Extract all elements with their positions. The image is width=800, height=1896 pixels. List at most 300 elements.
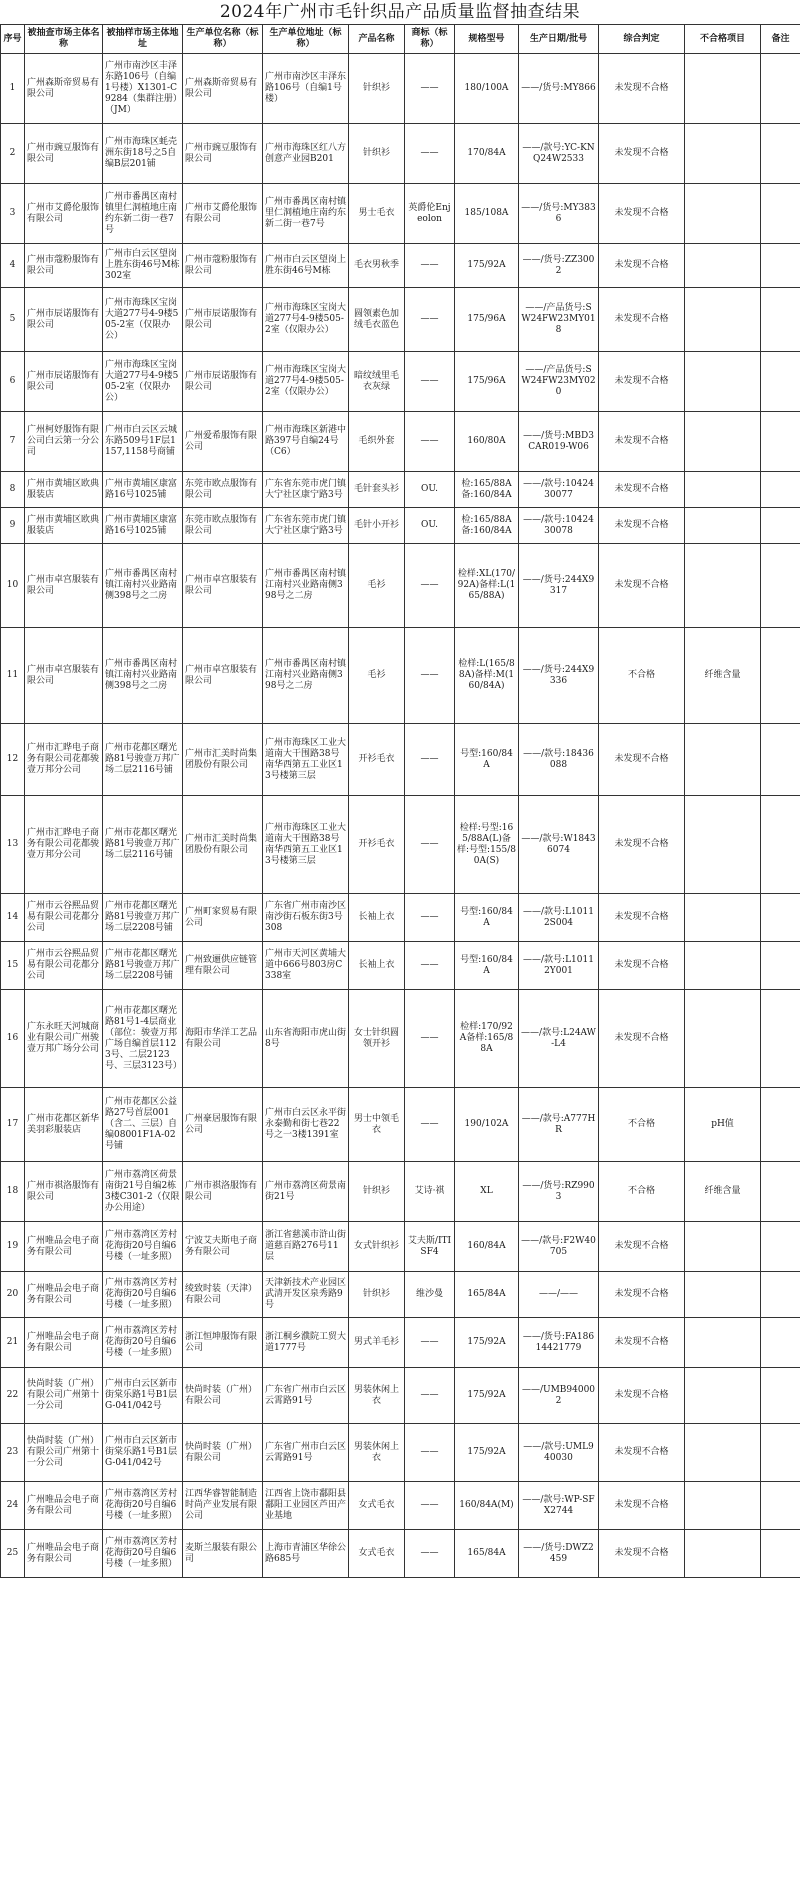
- sampled-address-cell: 广州市海珠区宝岗大道277号4-9楼505-2室（仅限办公）: [103, 288, 183, 352]
- manufacturer-name-cell: 广州市辰诺服饰有限公司: [183, 288, 263, 352]
- sampled-address-cell: 广州市黄埔区康富路16号1025铺: [103, 508, 183, 544]
- sampled-address-cell: 广州市白云区新市街棠乐路1号B1层G-041/042号: [103, 1368, 183, 1424]
- manufacturer-address-cell: 广东省广州市白云区云霄路91号: [263, 1424, 349, 1482]
- production-date-batch-cell: ——/款号:W18436074: [519, 796, 599, 894]
- production-date-batch-cell: ——/货号:MY3836: [519, 184, 599, 244]
- spec-model-cell: 号型:160/84A: [455, 894, 519, 942]
- sampled-address-cell: 广州市荔湾区芳村花海街20号自编6号楼（一址多照）: [103, 1318, 183, 1368]
- unqualified-items-cell: [685, 1368, 761, 1424]
- spec-model-cell: XL: [455, 1162, 519, 1222]
- trademark-cell: ——: [405, 1368, 455, 1424]
- column-header: 商标（标称）: [405, 25, 455, 54]
- row-number-cell: 2: [1, 124, 25, 184]
- sampled-address-cell: 广州市番禺区南村镇里仁洞植地庄南约东新二街一巷7号: [103, 184, 183, 244]
- market-subject-name-cell: 广州柯妤服饰有限公司白云第一分公司: [25, 412, 103, 472]
- spec-model-cell: 175/92A: [455, 1368, 519, 1424]
- product-name-cell: 男式羊毛衫: [349, 1318, 405, 1368]
- unqualified-items-cell: [685, 508, 761, 544]
- overall-judgment-cell: 未发现不合格: [599, 894, 685, 942]
- row-number-cell: 6: [1, 352, 25, 412]
- remarks-cell: [761, 508, 800, 544]
- manufacturer-address-cell: 广州市番禺区南村镇里仁洞植地庄南约东新二街一巷7号: [263, 184, 349, 244]
- unqualified-items-cell: [685, 54, 761, 124]
- trademark-cell: ——: [405, 628, 455, 724]
- column-header: 生产日期/批号: [519, 25, 599, 54]
- trademark-cell: ——: [405, 796, 455, 894]
- unqualified-items-cell: [685, 184, 761, 244]
- spec-model-cell: 检:165/88A备:160/84A: [455, 508, 519, 544]
- trademark-cell: ——: [405, 1318, 455, 1368]
- manufacturer-name-cell: 快尚时装（广州）有限公司: [183, 1368, 263, 1424]
- market-subject-name-cell: 广州市云谷熙品贸易有限公司花都分公司: [25, 894, 103, 942]
- table-row: [1, 1272, 800, 1318]
- unqualified-items-cell: [685, 1482, 761, 1530]
- market-subject-name-cell: 广州市黄埔区欧典服装店: [25, 508, 103, 544]
- table-row: [1, 1088, 800, 1162]
- remarks-cell: [761, 1272, 800, 1318]
- unqualified-items-cell: [685, 1222, 761, 1272]
- unqualified-items-cell: [685, 472, 761, 508]
- trademark-cell: ——: [405, 54, 455, 124]
- spec-model-cell: 180/100A: [455, 54, 519, 124]
- spec-model-cell: 175/92A: [455, 1424, 519, 1482]
- overall-judgment-cell: 未发现不合格: [599, 244, 685, 288]
- market-subject-name-cell: 广州市蔻粉服饰有限公司: [25, 244, 103, 288]
- manufacturer-name-cell: 东莞市欧点服饰有限公司: [183, 508, 263, 544]
- table-row: [1, 508, 800, 544]
- table-row: [1, 124, 800, 184]
- manufacturer-address-cell: 广州市南沙区丰泽东路106号（自编1号楼）: [263, 54, 349, 124]
- unqualified-items-cell: [685, 244, 761, 288]
- unqualified-items-cell: [685, 796, 761, 894]
- sampled-address-cell: 广州市南沙区丰泽东路106号（自编1号楼）X1301-C9284（集群注册）（JM）: [103, 54, 183, 124]
- production-date-batch-cell: ——/UMB940002: [519, 1368, 599, 1424]
- row-number-cell: 10: [1, 544, 25, 628]
- row-number-cell: 21: [1, 1318, 25, 1368]
- trademark-cell: ——: [405, 724, 455, 796]
- remarks-cell: [761, 894, 800, 942]
- trademark-cell: ——: [405, 1530, 455, 1578]
- product-name-cell: 男士毛衣: [349, 184, 405, 244]
- manufacturer-address-cell: 山东省海阳市虎山街8号: [263, 990, 349, 1088]
- table-row: [1, 724, 800, 796]
- remarks-cell: [761, 1088, 800, 1162]
- market-subject-name-cell: 广州唯品会电子商务有限公司: [25, 1222, 103, 1272]
- product-name-cell: 圆领素色加绒毛衣蓝色: [349, 288, 405, 352]
- row-number-cell: 22: [1, 1368, 25, 1424]
- table-row: [1, 942, 800, 990]
- production-date-batch-cell: ——/货号:244X9336: [519, 628, 599, 724]
- unqualified-items-cell: [685, 1318, 761, 1368]
- remarks-cell: [761, 1530, 800, 1578]
- product-name-cell: 女式毛衣: [349, 1482, 405, 1530]
- table-row: [1, 1162, 800, 1222]
- remarks-cell: [761, 1318, 800, 1368]
- row-number-cell: 23: [1, 1424, 25, 1482]
- manufacturer-address-cell: 广州市海珠区红八方创意产业园B201: [263, 124, 349, 184]
- overall-judgment-cell: 不合格: [599, 1162, 685, 1222]
- table-row: [1, 894, 800, 942]
- overall-judgment-cell: 不合格: [599, 1088, 685, 1162]
- product-name-cell: 男装休闲上衣: [349, 1368, 405, 1424]
- manufacturer-name-cell: 广州市汇美时尚集团股份有限公司: [183, 724, 263, 796]
- overall-judgment-cell: 未发现不合格: [599, 288, 685, 352]
- row-number-cell: 9: [1, 508, 25, 544]
- manufacturer-name-cell: 广州森斯帝贸易有限公司: [183, 54, 263, 124]
- spec-model-cell: 175/96A: [455, 352, 519, 412]
- unqualified-items-cell: pH值: [685, 1088, 761, 1162]
- row-number-cell: 15: [1, 942, 25, 990]
- market-subject-name-cell: 广州市祺洛服饰有限公司: [25, 1162, 103, 1222]
- manufacturer-name-cell: 广州市祺洛服饰有限公司: [183, 1162, 263, 1222]
- market-subject-name-cell: 广州市豌豆服饰有限公司: [25, 124, 103, 184]
- table-row: [1, 1318, 800, 1368]
- spec-model-cell: 165/84A: [455, 1530, 519, 1578]
- table-row: [1, 1530, 800, 1578]
- manufacturer-name-cell: 浙江恒坤服饰有限公司: [183, 1318, 263, 1368]
- product-name-cell: 长袖上衣: [349, 894, 405, 942]
- manufacturer-name-cell: 海阳市华洋工艺品有限公司: [183, 990, 263, 1088]
- row-number-cell: 12: [1, 724, 25, 796]
- remarks-cell: [761, 352, 800, 412]
- sampled-address-cell: 广州市荔湾区芳村花海街20号自编6号楼（一址多照）: [103, 1482, 183, 1530]
- product-name-cell: 毛衫: [349, 544, 405, 628]
- table-row: [1, 1222, 800, 1272]
- unqualified-items-cell: [685, 894, 761, 942]
- manufacturer-name-cell: 快尚时装（广州）有限公司: [183, 1424, 263, 1482]
- spec-model-cell: 175/92A: [455, 1318, 519, 1368]
- market-subject-name-cell: 快尚时装（广州）有限公司广州第十一分公司: [25, 1368, 103, 1424]
- manufacturer-address-cell: 上海市青浦区华徐公路685号: [263, 1530, 349, 1578]
- row-number-cell: 4: [1, 244, 25, 288]
- row-number-cell: 20: [1, 1272, 25, 1318]
- column-header: 生产单位名称（标称）: [183, 25, 263, 54]
- column-header: 综合判定: [599, 25, 685, 54]
- manufacturer-address-cell: 广州市天河区黄埔大道中666号803房C338室: [263, 942, 349, 990]
- product-name-cell: 毛衫: [349, 628, 405, 724]
- product-name-cell: 男装休闲上衣: [349, 1424, 405, 1482]
- spec-model-cell: 165/84A: [455, 1272, 519, 1318]
- sampled-address-cell: 广州市荔湾区芳村花海街20号自编6号楼（一址多照）: [103, 1272, 183, 1318]
- product-name-cell: 针织衫: [349, 54, 405, 124]
- sampled-address-cell: 广州市花都区公益路27号首层001（含二、三层）自编08001F1A-02号铺: [103, 1088, 183, 1162]
- overall-judgment-cell: 未发现不合格: [599, 1530, 685, 1578]
- remarks-cell: [761, 796, 800, 894]
- table-row: [1, 990, 800, 1088]
- product-name-cell: 开衫毛衣: [349, 796, 405, 894]
- manufacturer-name-cell: 广州致逦供应链管理有限公司: [183, 942, 263, 990]
- overall-judgment-cell: 未发现不合格: [599, 412, 685, 472]
- manufacturer-name-cell: 广州豪居服饰有限公司: [183, 1088, 263, 1162]
- trademark-cell: ——: [405, 244, 455, 288]
- product-name-cell: 长袖上衣: [349, 942, 405, 990]
- column-header: 规格型号: [455, 25, 519, 54]
- production-date-batch-cell: ——/货号:ZZ3002: [519, 244, 599, 288]
- production-date-batch-cell: ——/款号:F2W40705: [519, 1222, 599, 1272]
- production-date-batch-cell: ——/款号:YC-KNQ24W2533: [519, 124, 599, 184]
- sampled-address-cell: 广州市白云区望岗上胜东街46号M栋302室: [103, 244, 183, 288]
- manufacturer-address-cell: 广东省东莞市虎门镇大宁社区康宁路3号: [263, 472, 349, 508]
- market-subject-name-cell: 广州市艾爵伦服饰有限公司: [25, 184, 103, 244]
- spec-model-cell: 160/84A: [455, 1222, 519, 1272]
- remarks-cell: [761, 1424, 800, 1482]
- production-date-batch-cell: ——/货号:DWZ2459: [519, 1530, 599, 1578]
- remarks-cell: [761, 1368, 800, 1424]
- results-table: [0, 24, 800, 1578]
- trademark-cell: OU.: [405, 472, 455, 508]
- overall-judgment-cell: 未发现不合格: [599, 1424, 685, 1482]
- manufacturer-name-cell: 广州市汇美时尚集团股份有限公司: [183, 796, 263, 894]
- table-body: [1, 54, 800, 1578]
- trademark-cell: ——: [405, 990, 455, 1088]
- manufacturer-address-cell: 广州市白云区望岗上胜东街46号M栋: [263, 244, 349, 288]
- manufacturer-address-cell: 广州市番禺区南村镇江南村兴业路南侧398号之二房: [263, 628, 349, 724]
- trademark-cell: ——: [405, 124, 455, 184]
- product-name-cell: 毛针套头衫: [349, 472, 405, 508]
- sampled-address-cell: 广州市花都区曙光路81号骏壹万邦广场二层2208号铺: [103, 942, 183, 990]
- row-number-cell: 14: [1, 894, 25, 942]
- trademark-cell: 维沙曼: [405, 1272, 455, 1318]
- unqualified-items-cell: [685, 942, 761, 990]
- spec-model-cell: 160/84A(M): [455, 1482, 519, 1530]
- row-number-cell: 16: [1, 990, 25, 1088]
- spec-model-cell: 检样:170/92A备样:165/88A: [455, 990, 519, 1088]
- manufacturer-address-cell: 广州市番禺区南村镇江南村兴业路南侧398号之二房: [263, 544, 349, 628]
- sampled-address-cell: 广州市花都区曙光路81号1-4层商业（部位：骏壹万邦广场自编首层1123号、二层2123号、三层3123号）: [103, 990, 183, 1088]
- trademark-cell: ——: [405, 942, 455, 990]
- sampled-address-cell: 广州市花都区曙光路81号骏壹万邦广场二层2116号铺: [103, 724, 183, 796]
- production-date-batch-cell: ——/款号:L10112S004: [519, 894, 599, 942]
- market-subject-name-cell: 广州唯品会电子商务有限公司: [25, 1482, 103, 1530]
- table-row: [1, 244, 800, 288]
- manufacturer-name-cell: 广州市豌豆服饰有限公司: [183, 124, 263, 184]
- market-subject-name-cell: 广州唯品会电子商务有限公司: [25, 1318, 103, 1368]
- overall-judgment-cell: 不合格: [599, 628, 685, 724]
- product-name-cell: 女士针织圆领开衫: [349, 990, 405, 1088]
- manufacturer-name-cell: 广州爱希服饰有限公司: [183, 412, 263, 472]
- market-subject-name-cell: 广州市辰诺服饰有限公司: [25, 352, 103, 412]
- product-name-cell: 针织衫: [349, 1272, 405, 1318]
- remarks-cell: [761, 124, 800, 184]
- production-date-batch-cell: ——/货号:RZ9903: [519, 1162, 599, 1222]
- trademark-cell: ——: [405, 1482, 455, 1530]
- market-subject-name-cell: 广州唯品会电子商务有限公司: [25, 1272, 103, 1318]
- unqualified-items-cell: [685, 412, 761, 472]
- trademark-cell: 艾诗·祺: [405, 1162, 455, 1222]
- overall-judgment-cell: 未发现不合格: [599, 942, 685, 990]
- trademark-cell: ——: [405, 544, 455, 628]
- spec-model-cell: 185/108A: [455, 184, 519, 244]
- column-header: 不合格项目: [685, 25, 761, 54]
- sampled-address-cell: 广州市花都区曙光路81号骏壹万邦广场二层2208号铺: [103, 894, 183, 942]
- spec-model-cell: 号型:160/84A: [455, 724, 519, 796]
- column-header: 产品名称: [349, 25, 405, 54]
- overall-judgment-cell: 未发现不合格: [599, 724, 685, 796]
- product-name-cell: 女式毛衣: [349, 1530, 405, 1578]
- row-number-cell: 18: [1, 1162, 25, 1222]
- market-subject-name-cell: 广州森斯帝贸易有限公司: [25, 54, 103, 124]
- row-number-cell: 19: [1, 1222, 25, 1272]
- manufacturer-address-cell: 广州市海珠区工业大道南大干围路38号南华西第五工业区13号楼第三层: [263, 724, 349, 796]
- product-name-cell: 男士中领毛衣: [349, 1088, 405, 1162]
- row-number-cell: 13: [1, 796, 25, 894]
- remarks-cell: [761, 54, 800, 124]
- manufacturer-address-cell: 天津新技术产业园区武清开发区泉秀路9号: [263, 1272, 349, 1318]
- market-subject-name-cell: 广州市卓宫服装有限公司: [25, 544, 103, 628]
- production-date-batch-cell: ——/款号:1042430078: [519, 508, 599, 544]
- sampled-address-cell: 广州市黄埔区康富路16号1025铺: [103, 472, 183, 508]
- production-date-batch-cell: ——/款号:18436088: [519, 724, 599, 796]
- trademark-cell: ——: [405, 352, 455, 412]
- unqualified-items-cell: [685, 724, 761, 796]
- remarks-cell: [761, 544, 800, 628]
- production-date-batch-cell: ——/货号:MY866: [519, 54, 599, 124]
- market-subject-name-cell: 广州市云谷熙品贸易有限公司花都分公司: [25, 942, 103, 990]
- market-subject-name-cell: 广东永旺天河城商业有限公司广州骏壹万邦广场分公司: [25, 990, 103, 1088]
- manufacturer-address-cell: 广东省广州市南沙区南沙街石板东街3号308: [263, 894, 349, 942]
- sampled-address-cell: 广州市海珠区蚝壳洲东街18号之5自编B层201铺: [103, 124, 183, 184]
- overall-judgment-cell: 未发现不合格: [599, 124, 685, 184]
- production-date-batch-cell: ——/款号:L10112Y001: [519, 942, 599, 990]
- table-row: [1, 628, 800, 724]
- remarks-cell: [761, 288, 800, 352]
- sampled-address-cell: 广州市海珠区宝岗大道277号4-9楼505-2室（仅限办公）: [103, 352, 183, 412]
- row-number-cell: 3: [1, 184, 25, 244]
- manufacturer-address-cell: 广州市海珠区宝岗大道277号4-9楼505-2室（仅限办公）: [263, 288, 349, 352]
- overall-judgment-cell: 未发现不合格: [599, 472, 685, 508]
- product-name-cell: 女式针织衫: [349, 1222, 405, 1272]
- overall-judgment-cell: 未发现不合格: [599, 1368, 685, 1424]
- spec-model-cell: 170/84A: [455, 124, 519, 184]
- production-date-batch-cell: ——/货号:244X9317: [519, 544, 599, 628]
- sampled-address-cell: 广州市荔湾区荷景南街21号自编2栋3楼C301-2（仅限办公用途）: [103, 1162, 183, 1222]
- overall-judgment-cell: 未发现不合格: [599, 990, 685, 1088]
- manufacturer-name-cell: 广州町家贸易有限公司: [183, 894, 263, 942]
- manufacturer-address-cell: 浙江桐乡濮院工贸大道1777号: [263, 1318, 349, 1368]
- trademark-cell: ——: [405, 1088, 455, 1162]
- unqualified-items-cell: [685, 544, 761, 628]
- row-number-cell: 8: [1, 472, 25, 508]
- manufacturer-address-cell: 广州市荔湾区荷景南街21号: [263, 1162, 349, 1222]
- manufacturer-name-cell: 广州市蔻粉服饰有限公司: [183, 244, 263, 288]
- market-subject-name-cell: 广州市黄埔区欧典服装店: [25, 472, 103, 508]
- spec-model-cell: 号型:160/84A: [455, 942, 519, 990]
- product-name-cell: 毛针小开衫: [349, 508, 405, 544]
- remarks-cell: [761, 472, 800, 508]
- overall-judgment-cell: 未发现不合格: [599, 796, 685, 894]
- manufacturer-address-cell: 江西省上饶市鄱阳县鄱阳工业园区芦田产业基地: [263, 1482, 349, 1530]
- remarks-cell: [761, 628, 800, 724]
- page-title: 2024年广州市毛针织品产品质量监督抽查结果: [219, 2, 581, 22]
- spec-model-cell: 175/96A: [455, 288, 519, 352]
- table-row: [1, 1424, 800, 1482]
- row-number-cell: 7: [1, 412, 25, 472]
- spec-model-cell: 190/102A: [455, 1088, 519, 1162]
- manufacturer-name-cell: 广州市艾爵伦服饰有限公司: [183, 184, 263, 244]
- overall-judgment-cell: 未发现不合格: [599, 508, 685, 544]
- production-date-batch-cell: ——/款号:WP-SFX2744: [519, 1482, 599, 1530]
- remarks-cell: [761, 244, 800, 288]
- column-header: 生产单位地址（标称）: [263, 25, 349, 54]
- product-name-cell: 针织衫: [349, 124, 405, 184]
- unqualified-items-cell: [685, 990, 761, 1088]
- production-date-batch-cell: ——/产品货号:SW24FW23MY020: [519, 352, 599, 412]
- remarks-cell: [761, 1222, 800, 1272]
- column-header: 序号: [1, 25, 25, 54]
- manufacturer-address-cell: 广东省广州市白云区云霄路91号: [263, 1368, 349, 1424]
- unqualified-items-cell: 纤维含量: [685, 628, 761, 724]
- market-subject-name-cell: 快尚时装（广州）有限公司广州第十一分公司: [25, 1424, 103, 1482]
- row-number-cell: 17: [1, 1088, 25, 1162]
- overall-judgment-cell: 未发现不合格: [599, 1482, 685, 1530]
- row-number-cell: 25: [1, 1530, 25, 1578]
- sampled-address-cell: 广州市荔湾区芳村花海街20号自编6号楼（一址多照）: [103, 1222, 183, 1272]
- remarks-cell: [761, 184, 800, 244]
- spec-model-cell: 检样:号型:165/88A(L)备样:号型:155/80A(S): [455, 796, 519, 894]
- market-subject-name-cell: 广州市汇晔电子商务有限公司花都骏壹万邦分公司: [25, 796, 103, 894]
- trademark-cell: ——: [405, 1424, 455, 1482]
- row-number-cell: 11: [1, 628, 25, 724]
- unqualified-items-cell: [685, 288, 761, 352]
- market-subject-name-cell: 广州市辰诺服饰有限公司: [25, 288, 103, 352]
- column-header: 被抽查市场主体名称: [25, 25, 103, 54]
- manufacturer-name-cell: 广州市卓宫服装有限公司: [183, 544, 263, 628]
- manufacturer-name-cell: 麦斯兰服装有限公司: [183, 1530, 263, 1578]
- trademark-cell: ——: [405, 894, 455, 942]
- remarks-cell: [761, 990, 800, 1088]
- sampled-address-cell: 广州市白云区新市街棠乐路1号B1层G-041/042号: [103, 1424, 183, 1482]
- table-row: [1, 184, 800, 244]
- trademark-cell: OU.: [405, 508, 455, 544]
- manufacturer-address-cell: 浙江省慈溪市浒山街道慈百路276号11层: [263, 1222, 349, 1272]
- production-date-batch-cell: ——/款号:1042430077: [519, 472, 599, 508]
- manufacturer-address-cell: 广州市海珠区新港中路397号自编24号（C6）: [263, 412, 349, 472]
- production-date-batch-cell: ——/——: [519, 1272, 599, 1318]
- product-name-cell: 针织衫: [349, 1162, 405, 1222]
- sampled-address-cell: 广州市白云区云城东路509号1F层1157,1158号商铺: [103, 412, 183, 472]
- trademark-cell: ——: [405, 288, 455, 352]
- trademark-cell: ——: [405, 412, 455, 472]
- manufacturer-address-cell: 广州市海珠区工业大道南大干围路38号南华西第五工业区13号楼第三层: [263, 796, 349, 894]
- manufacturer-name-cell: 宁波艾夫斯电子商务有限公司: [183, 1222, 263, 1272]
- manufacturer-name-cell: 广州市辰诺服饰有限公司: [183, 352, 263, 412]
- trademark-cell: 艾夫斯/ITISF4: [405, 1222, 455, 1272]
- spec-model-cell: 检:165/88A备:160/84A: [455, 472, 519, 508]
- remarks-cell: [761, 1482, 800, 1530]
- market-subject-name-cell: 广州唯品会电子商务有限公司: [25, 1530, 103, 1578]
- trademark-cell: 英爵伦Enjeolon: [405, 184, 455, 244]
- row-number-cell: 1: [1, 54, 25, 124]
- overall-judgment-cell: 未发现不合格: [599, 1318, 685, 1368]
- sampled-address-cell: 广州市花都区曙光路81号骏壹万邦广场二层2116号铺: [103, 796, 183, 894]
- production-date-batch-cell: ——/产品货号:SW24FW23MY018: [519, 288, 599, 352]
- production-date-batch-cell: ——/款号:A777HR: [519, 1088, 599, 1162]
- production-date-batch-cell: ——/货号:FA18614421779: [519, 1318, 599, 1368]
- product-name-cell: 毛织外套: [349, 412, 405, 472]
- overall-judgment-cell: 未发现不合格: [599, 1222, 685, 1272]
- overall-judgment-cell: 未发现不合格: [599, 352, 685, 412]
- column-header: 被抽样市场主体地址: [103, 25, 183, 54]
- unqualified-items-cell: [685, 352, 761, 412]
- unqualified-items-cell: [685, 1424, 761, 1482]
- table-row: [1, 1482, 800, 1530]
- sampled-address-cell: 广州市番禺区南村镇江南村兴业路南侧398号之二房: [103, 628, 183, 724]
- table-row: [1, 472, 800, 508]
- manufacturer-address-cell: 广州市海珠区宝岗大道277号4-9楼505-2室（仅限办公）: [263, 352, 349, 412]
- table-row: [1, 288, 800, 352]
- unqualified-items-cell: 纤维含量: [685, 1162, 761, 1222]
- remarks-cell: [761, 942, 800, 990]
